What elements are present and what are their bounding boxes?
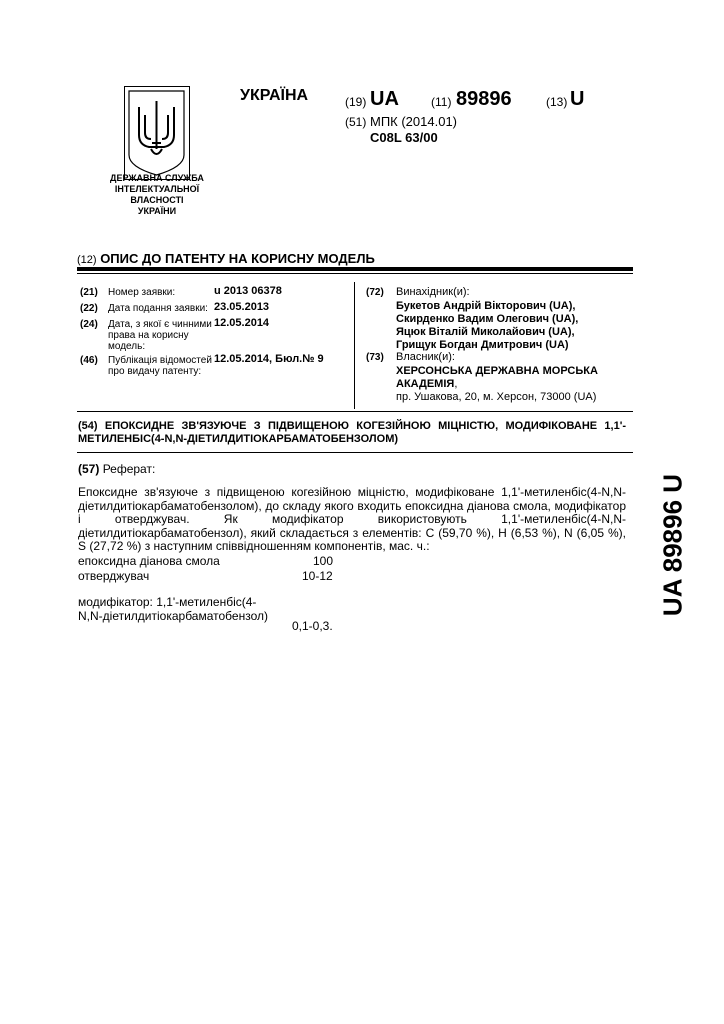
doc-title-code: (12) (77, 254, 97, 266)
invention-title (78, 420, 626, 446)
code-22: (22) (80, 303, 98, 314)
inventor-name: Грищук Богдан Дмитрович (UA) (396, 339, 569, 351)
label-46-line: про видачу патенту: (108, 366, 202, 377)
label-46 (108, 355, 212, 377)
agency-name (80, 173, 234, 217)
trident-icon (125, 87, 188, 178)
code-21: (21) (80, 287, 98, 298)
owner-line: ХЕРСОНСЬКА ДЕРЖАВНА МОРСЬКА (396, 365, 598, 377)
title54-line: ЕПОКСИДНЕ ЗВ'ЯЗУЮЧЕ З ПІДВИЩЕНОЮ КОГЕЗІЙНОЮ МІЦНІСТЮ, МОДИФІКОВАНЕ 1,1'- (104, 420, 626, 432)
country-name: УКРАЇНА (240, 87, 309, 104)
patent-number: 89896 (456, 88, 512, 110)
comp3-line: N,N-діетилдитіокарбаматобензол) (78, 609, 268, 623)
label-73: Власник(и): (396, 351, 455, 363)
code-13: (13) (546, 95, 568, 109)
label-24-line: Дата, з якої є чинними (108, 319, 212, 330)
comp3-line: модифікатор: 1,1'-метиленбіс(4- (78, 595, 257, 609)
owner-address: пр. Ушакова, 20, м. Херсон, 73000 (UA) (396, 391, 597, 403)
value-46: 12.05.2014, Бюл.№ 9 (214, 353, 324, 365)
biblio-bottom-rule (77, 411, 633, 412)
title-rule-thin (77, 273, 633, 274)
value-22: 23.05.2013 (214, 301, 270, 313)
title54-code: (54) (78, 420, 98, 432)
side-stamp-text: UA 89896 U (657, 473, 688, 617)
value-21: u 2013 06378 (214, 285, 282, 297)
owner-comma: , (454, 378, 458, 390)
label-24 (108, 319, 212, 352)
title54-rule (77, 452, 633, 453)
agency-line: ВЛАСНОСТІ (130, 195, 184, 205)
comp3-value: 0,1-0,3. (292, 619, 333, 633)
code-24: (24) (80, 319, 98, 330)
agency-line: УКРАЇНИ (137, 206, 177, 216)
label-24-line: права на корисну (108, 330, 189, 341)
comp2-value: 10-12 (302, 569, 333, 583)
biblio-divider (354, 282, 355, 409)
owner-line: АКАДЕМІЯ (396, 378, 455, 390)
agency-line: ДЕРЖАВНА СЛУЖБА (110, 173, 204, 183)
code-51: (51) (345, 115, 367, 129)
side-patent-stamp (654, 465, 692, 625)
title54-line: МЕТИЛЕНБІС(4-N,N-ДІЕТИЛДИТІОКАРБАМАТОБЕНЗОЛОМ) (78, 433, 399, 445)
title-rule-thick (77, 267, 633, 271)
ipc-class: C08L 63/00 (370, 130, 438, 145)
doc-title-text: ОПИС ДО ПАТЕНТУ НА КОРИСНУ МОДЕЛЬ (100, 251, 375, 266)
code-19: (19) (345, 95, 367, 109)
abstract-text: Епоксидне зв'язуюче з підвищеною когезійною міцністю, модифіковане 1,1'-метиленбіс(4-N,N-діетилдитіокарбаматобензолом), до складу якого входить епоксидна діанова смола, модифікатор і отверджувач. Як модифікатор використовують 1,1'-метиленбіс(4-N,N-діетилдитіокарбаматобензол), який складається з елементів: С (59,70 %), Н (6,53 %), N (6,05 %), S (27,72 %) з наступним співвідношенням компонентів, мас. ч.: (78, 485, 626, 553)
label-24-line: модель: (108, 341, 146, 352)
label-46-line: Публікація відомостей (108, 355, 212, 366)
label-21: Номер заявки: (108, 287, 176, 298)
label-72: Винахідник(и): (396, 286, 470, 298)
value-24: 12.05.2014 (214, 317, 270, 329)
agency-line: ІНТЕЛЕКТУАЛЬНОЇ (114, 184, 200, 194)
code-72: (72) (366, 287, 384, 298)
code-73: (73) (366, 352, 384, 363)
abstract-label: Реферат: (102, 462, 156, 476)
comp2-name: отверджувач (78, 569, 150, 583)
inventor-name: Яцюк Віталій Миколайович (UA), (396, 326, 575, 338)
ipc-label: МПК (2014.01) (370, 114, 458, 129)
abstract-code: (57) (78, 462, 100, 476)
comp1-name: епоксидна діанова смола (78, 554, 220, 568)
label-22: Дата подання заявки: (108, 303, 208, 314)
code-11: (11) (431, 95, 452, 109)
inventor-name: Букетов Андрій Вікторович (UA), (396, 300, 576, 312)
code-46: (46) (80, 355, 98, 366)
kind-code: U (570, 88, 585, 110)
inventor-name: Скирденко Вадим Олегович (UA), (396, 313, 579, 325)
comp3-name (78, 595, 268, 623)
coat-of-arms-emblem (124, 86, 190, 180)
inventors-list (396, 300, 578, 352)
comp1-value: 100 (313, 554, 334, 568)
country-code: UA (370, 88, 399, 110)
abstract-heading (78, 462, 155, 476)
document-title (77, 251, 375, 266)
owner-block (396, 365, 598, 404)
